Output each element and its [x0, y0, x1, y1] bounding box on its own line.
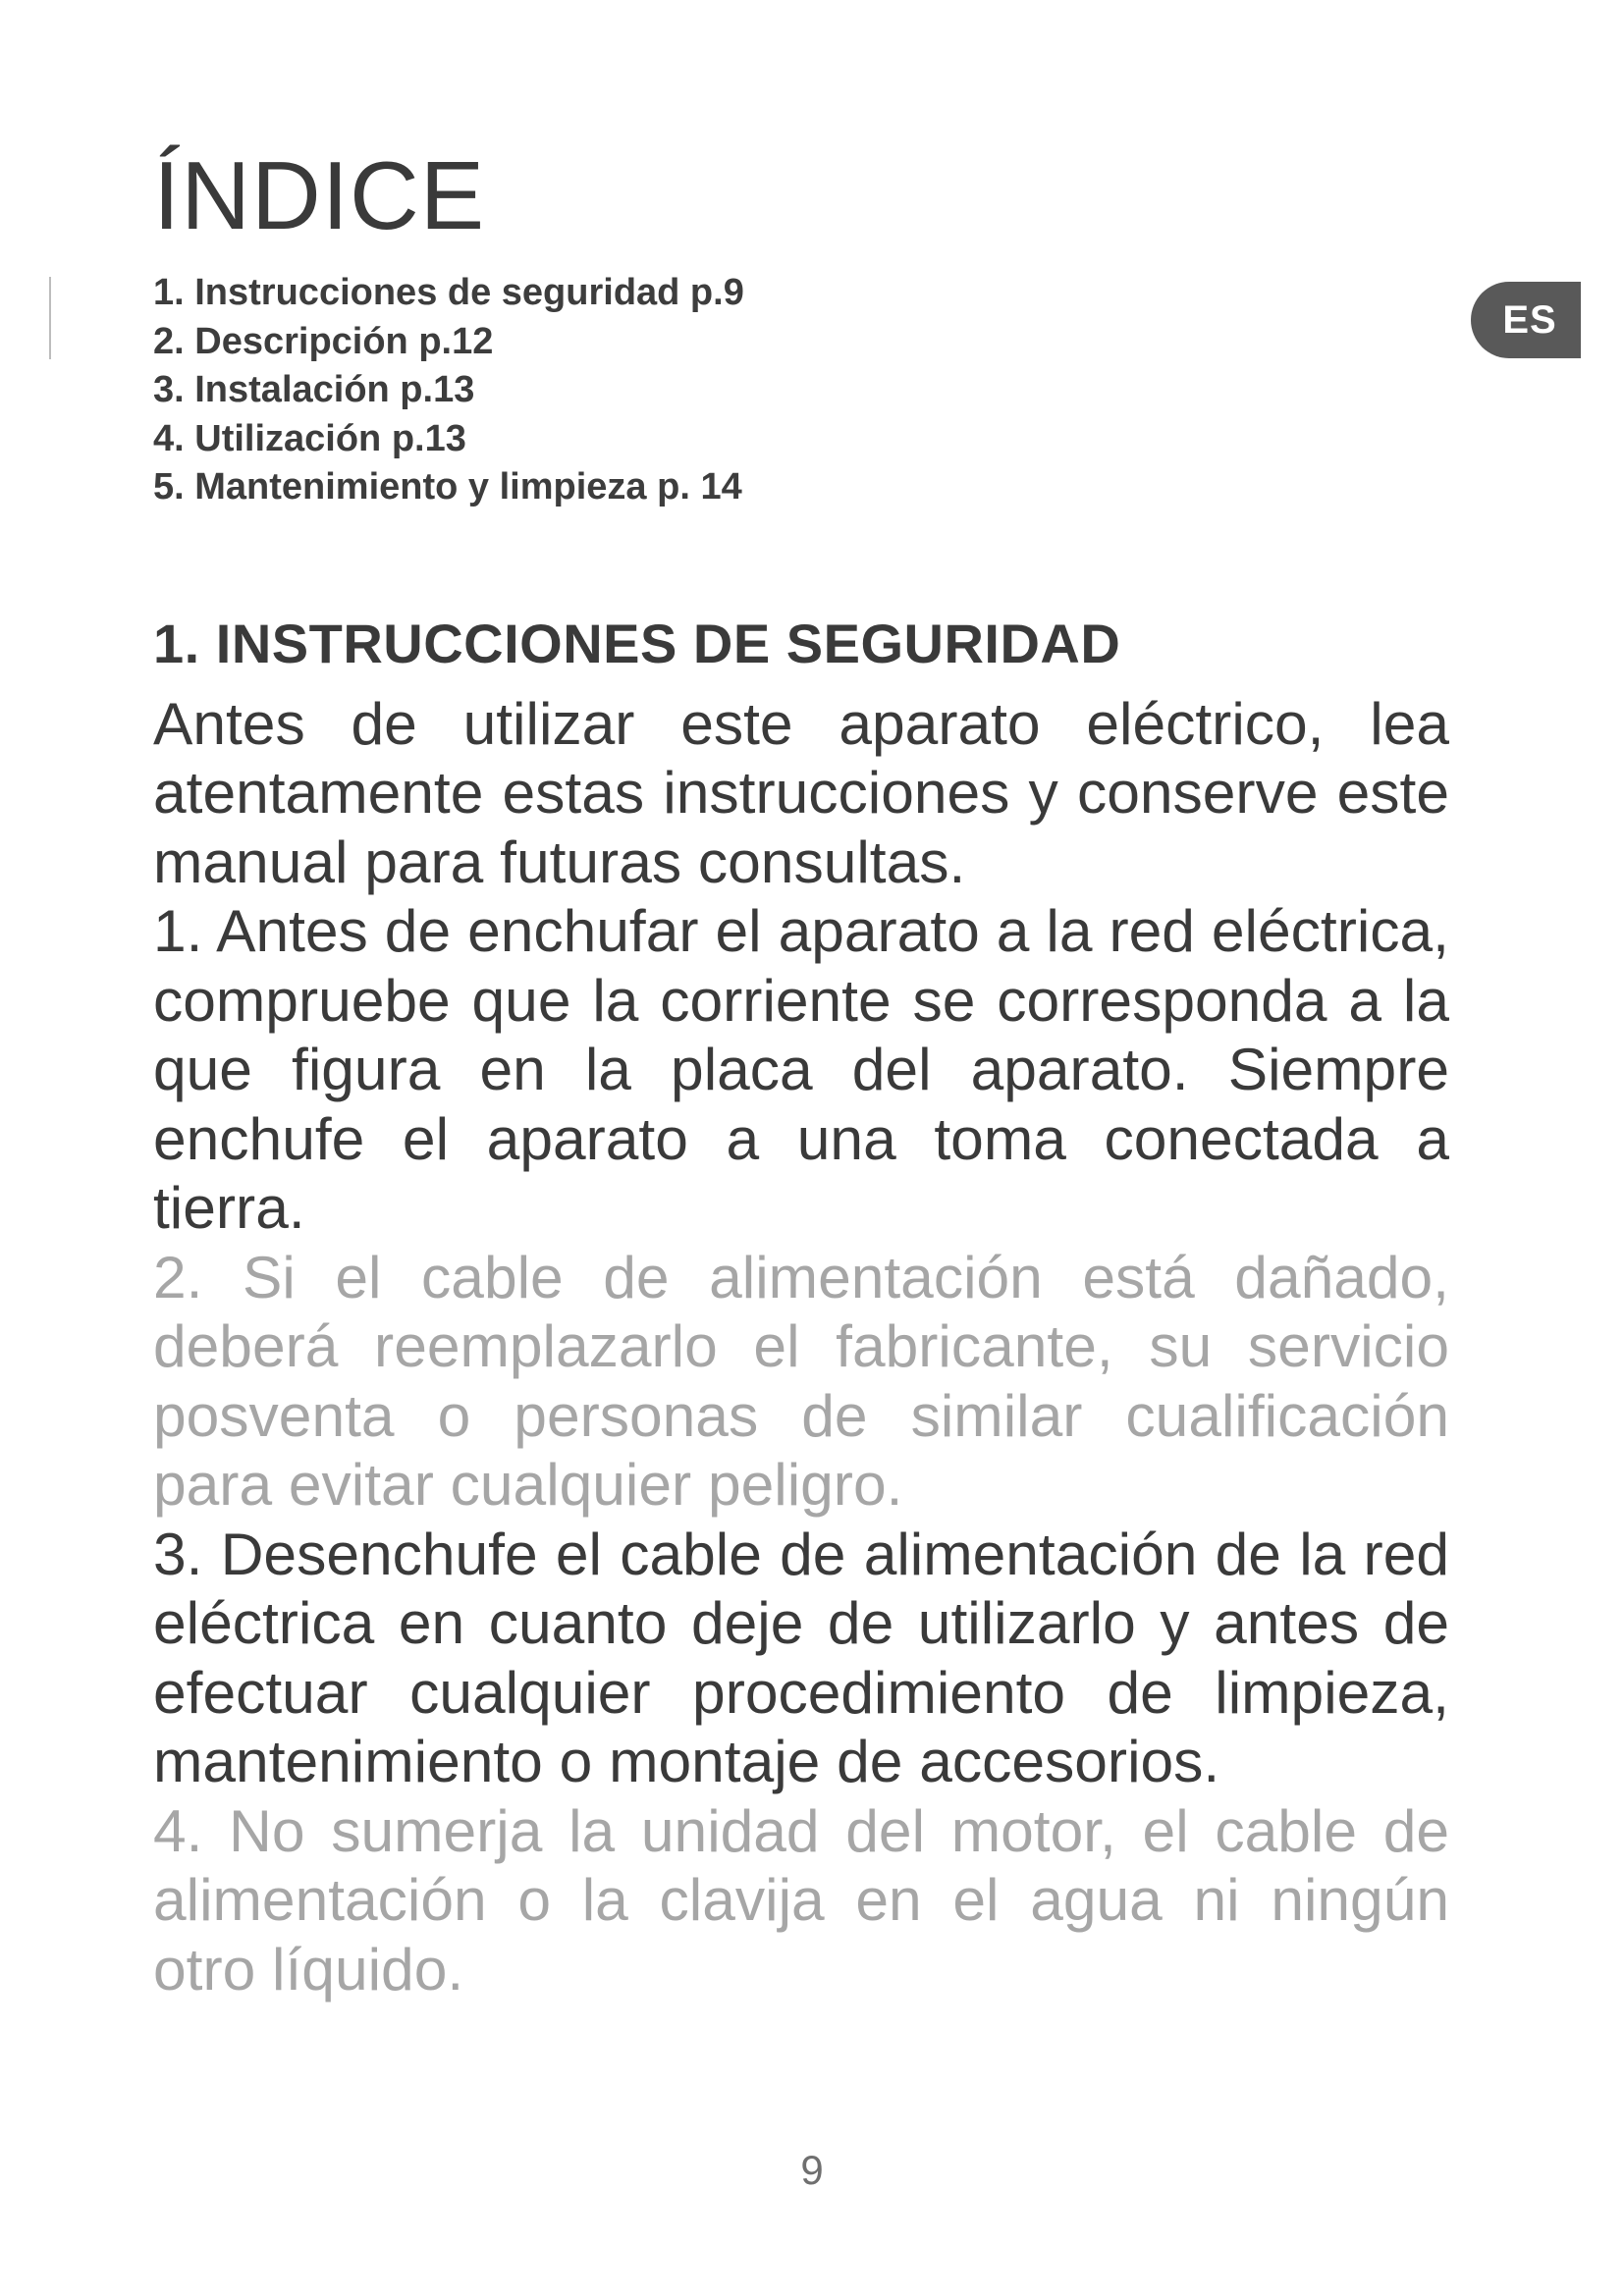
- index-title: ÍNDICE: [153, 141, 486, 249]
- toc-item-description: 2. Descripción p.12: [153, 320, 494, 362]
- safety-instructions: [153, 689, 1449, 2004]
- language-tab-label: ES: [1502, 297, 1557, 342]
- page-content: [153, 141, 1449, 2003]
- toc-item-usage: 4. Utilización p.13: [153, 417, 466, 459]
- instruction-item: 3. Desenchufe el cable de alimentación de la red eléctrica en cuanto deje de utilizarlo y antes de efectuar cualquier procedimiento de limpieza, mantenimiento o montaje de accesorios.: [153, 1520, 1449, 1794]
- page-number: 9: [800, 2147, 824, 2193]
- instruction-item: 1. Antes de enchufar el aparato a la red eléctrica, compruebe que la corriente se corresponda a la que figura en la placa del aparato. Siempre enchufe el aparato a una toma conectada a tierra.: [153, 897, 1449, 1241]
- section-heading: 1. INSTRUCCIONES DE SEGURIDAD: [153, 612, 1121, 674]
- instruction-item: 4. No sumerja la unidad del motor, el cable de alimentación o la clavija en el agua ni ningún otro líquido.: [153, 1796, 1449, 2002]
- table-of-contents: [153, 269, 1449, 512]
- margin-rule: [49, 277, 51, 359]
- toc-item-installation: 3. Instalación p.13: [153, 369, 475, 410]
- toc-item-safety: 1. Instrucciones de seguridad p.9: [153, 272, 744, 313]
- intro-paragraph: Antes de utilizar este aparato eléctrico, lea atentamente estas instrucciones y conserve este manual para futuras consultas.: [153, 689, 1449, 895]
- language-tab: [1471, 282, 1581, 358]
- instruction-item: 2. Si el cable de alimentación está dañado, deberá reemplazarlo el fabricante, su servicio posventa o personas de similar cualificación para evitar cualquier peligro.: [153, 1243, 1449, 1518]
- toc-item-maintenance: 5. Mantenimiento y limpieza p. 14: [153, 466, 742, 507]
